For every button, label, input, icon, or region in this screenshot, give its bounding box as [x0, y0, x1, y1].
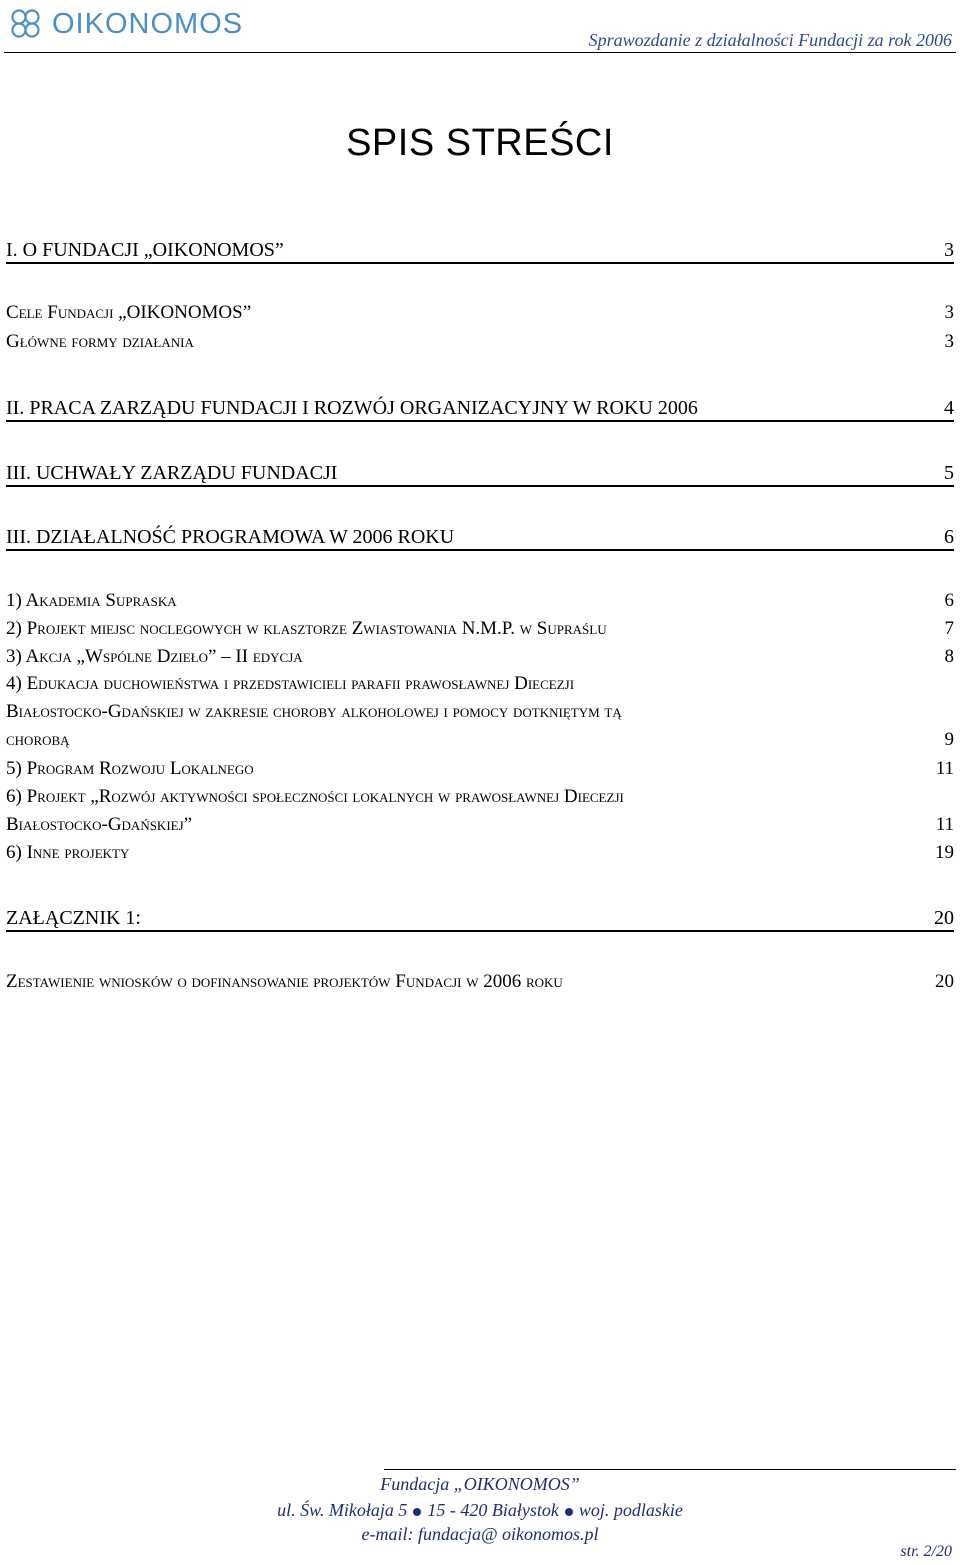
toc-entry-page: 4 [944, 397, 954, 419]
page-title: SPIS STREŚCI [346, 122, 614, 164]
toc-entry-label: 3) Akcja „Wspólne Dzieło” – II edycja [6, 646, 303, 667]
toc-entry-label: Cele Fundacji „OIKONOMOS” [6, 302, 252, 323]
footer-divider [384, 1469, 956, 1470]
toc-entry-page: 6 [944, 526, 954, 548]
toc-entry-label-line: Białostocko-Gdańskiej w zakresie choroby alkoholowej i pomocy dotkniętym tą [6, 701, 622, 722]
toc-entry-page: 11 [935, 814, 954, 835]
toc-entry-label-line: 4) Edukacja duchowieństwa i przedstawicieli parafii prawosławnej Diecezji [6, 673, 575, 694]
toc-entry-label: 6) Inne projekty [6, 842, 130, 863]
toc-entry-label: III. UCHWAŁY ZARZĄDU FUNDACJI [6, 462, 338, 484]
toc-entry-page: 3 [944, 302, 954, 323]
toc-entry-s4-3[interactable] [6, 646, 954, 668]
toc-entry-page: 19 [935, 842, 954, 863]
header-divider [4, 52, 956, 53]
toc-entry-label-line: Białostocko-Gdańskiej” [6, 814, 193, 835]
footer-postal: 15 - 420 Białystok [427, 1500, 559, 1520]
toc-entry-label: III. DZIAŁALNOŚĆ PROGRAMOWA W 2006 ROKU [6, 526, 455, 548]
footer-org: Fundacja „OIKONOMOS” [380, 1474, 580, 1494]
toc-entry-label: I. O FUNDACJI „OIKONOMOS” [6, 239, 284, 261]
toc-entry-label: Główne formy działania [6, 331, 194, 352]
logo-text: OIKONOMOS [52, 8, 244, 40]
toc-entry-label: II. PRACA ZARZĄDU FUNDACJI I ROZWÓJ ORGANIZACYJNY W ROKU 2006 [6, 397, 698, 419]
toc-entry-s1[interactable] [6, 236, 954, 264]
toc-entry-page: 3 [944, 331, 954, 352]
toc-entry-s4-1[interactable] [6, 590, 954, 612]
document-title: Sprawozdanie z działalności Fundacji za rok 2006 [588, 30, 952, 50]
toc-entry-label: 2) Projekt miejsc noclegowych w klasztorze Zwiastowania N.M.P. w Supraślu [6, 618, 607, 639]
toc-entry-page: 20 [934, 907, 954, 929]
toc-entry-s5[interactable] [6, 904, 954, 932]
toc-entry-page: 3 [944, 239, 954, 261]
toc-entry-s1b[interactable] [6, 331, 954, 353]
toc-entry-label-line: chorobą [6, 729, 70, 750]
toc-entry-page: 8 [944, 646, 954, 667]
toc-entry-s4[interactable] [6, 523, 954, 551]
toc-entry-s4-4[interactable] [6, 670, 954, 754]
oikonomos-logo-icon [8, 7, 48, 41]
toc-entry-page: 5 [944, 462, 954, 484]
toc-entry-s5a[interactable] [6, 971, 954, 993]
toc-entry-s3[interactable] [6, 459, 954, 487]
toc-entry-page: 9 [944, 729, 954, 750]
toc-entry-s4-6[interactable] [6, 783, 954, 839]
toc-entry-s1a[interactable] [6, 302, 954, 324]
footer-region: woj. podlaskie [578, 1500, 683, 1520]
toc-entry-s2[interactable] [6, 394, 954, 422]
bullet-icon [565, 1508, 573, 1516]
toc-entry-page: 6 [944, 590, 954, 611]
toc-entry-label: 1) Akademia Supraska [6, 590, 177, 611]
page-header [0, 0, 960, 54]
toc-entry-label-line: 6) Projekt „Rozwój aktywności społeczności lokalnych w prawosławnej Diecezji [6, 786, 624, 807]
logo [8, 6, 243, 42]
bullet-icon [413, 1508, 421, 1516]
toc-entry-page: 7 [944, 618, 954, 639]
toc-entry-page: 20 [935, 971, 954, 992]
toc-entry-s4-5[interactable] [6, 758, 954, 780]
toc-entry-page: 11 [935, 758, 954, 779]
footer-street: ul. Św. Mikołaja 5 [277, 1500, 408, 1520]
toc-entry-s4-7[interactable] [6, 842, 954, 864]
footer-address [0, 1500, 960, 1521]
toc-entry-s4-2[interactable] [6, 618, 954, 640]
footer-email[interactable]: e-mail: fundacja@ oikonomos.pl [361, 1524, 599, 1544]
toc-entry-label: Zestawienie wniosków o dofinansowanie projektów Fundacji w 2006 roku [6, 971, 563, 992]
toc-entry-label: 5) Program Rozwoju Lokalnego [6, 758, 254, 779]
page-number: str. 2/20 [900, 1543, 952, 1560]
toc-entry-label: ZAŁĄCZNIK 1: [6, 907, 141, 929]
